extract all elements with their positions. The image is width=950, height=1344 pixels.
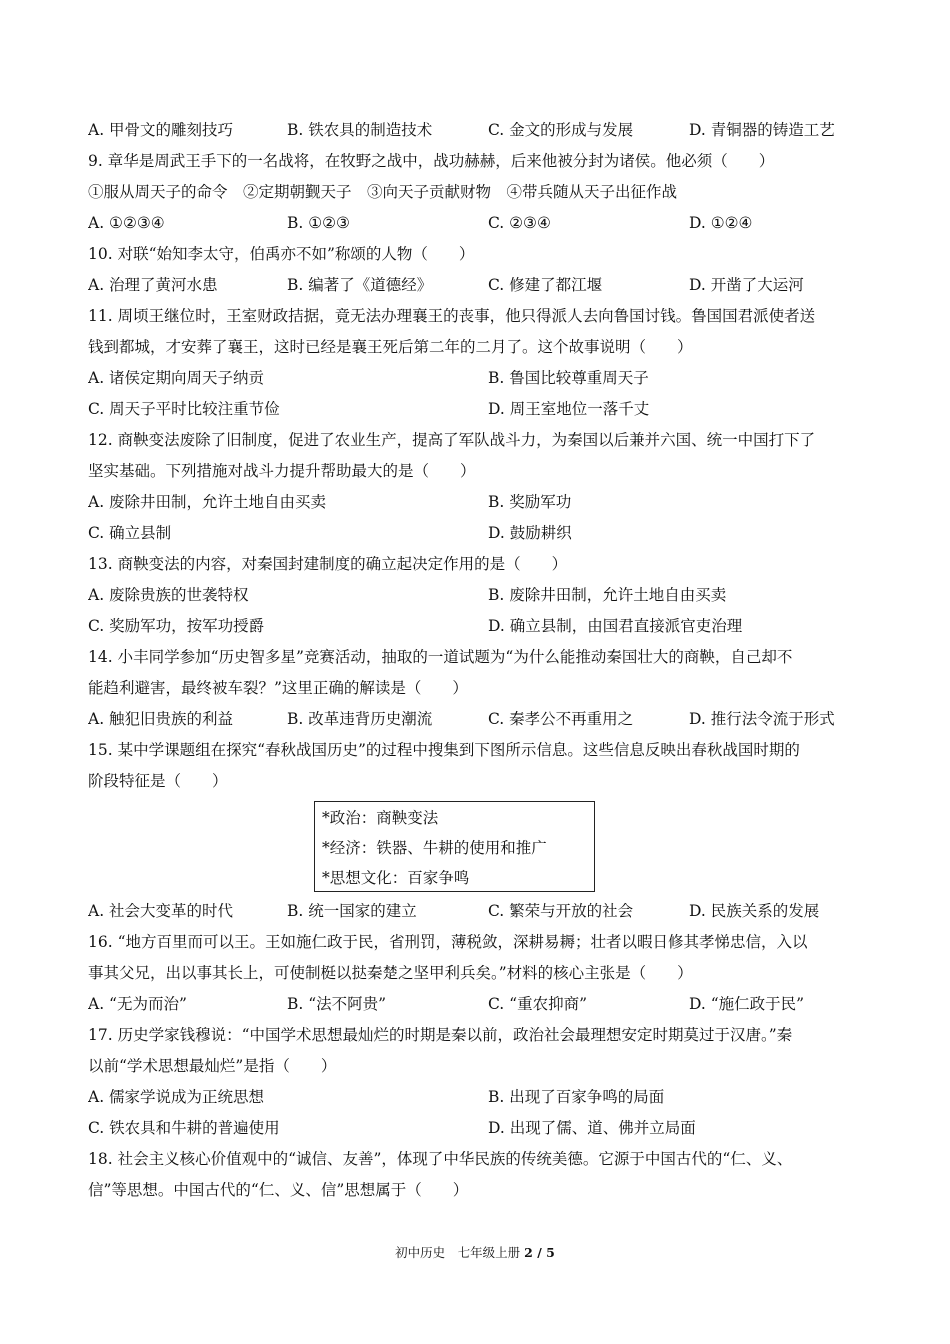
q16-option-d: D. “施仁政于民”	[689, 995, 805, 1013]
q13-stem: 13. 商鞅变法的内容，对秦国封建制度的确立起决定作用的是（ ）	[88, 555, 568, 573]
q10-option-c: C. 修建了都江堰	[488, 276, 603, 294]
q17-option-c: C. 铁农具和牛耕的普遍使用	[88, 1119, 280, 1137]
q12-option-b: B. 奖励军功	[488, 493, 572, 511]
q16-stem-line-2: 事其父兄，出以事其长上，可使制梃以挞秦楚之坚甲利兵矣。”材料的核心主张是（ ）	[88, 964, 693, 982]
q9-option-d: D. ①②④	[689, 214, 753, 232]
q13-options-row-2	[88, 611, 868, 642]
q10-option-d: D. 开凿了大运河	[689, 276, 804, 294]
q14-option-b: B. 改革违背历史潮流	[287, 710, 433, 728]
q12-stem-line-1: 12. 商鞅变法废除了旧制度，促进了农业生产，提高了军队战斗力，为秦国以后兼并六国、统一中国打下了	[88, 431, 816, 449]
q14-stem-line-1: 14. 小丰同学参加“历史智多星”竞赛活动，抽取的一道试题为“为什么能推动秦国壮大的商鞅，自己却不	[88, 648, 793, 666]
q17-option-a: A. 儒家学说成为正统思想	[88, 1088, 265, 1106]
q11-options-row-1	[88, 363, 868, 394]
q18-stem-line-1: 18. 社会主义核心价值观中的“诚信、友善”，体现了中华民族的传统美德。它源于中国古代的“仁、义、	[88, 1150, 793, 1168]
q9-option-c: C. ②③④	[488, 214, 551, 232]
q13-option-d: D. 确立县制，由国君直接派官吏治理	[488, 617, 743, 635]
q14-options	[88, 704, 868, 735]
q9-stem: 9. 章华是周武王手下的一名战将，在牧野之战中，战功赫赫，后来他被分封为诸侯。他必须（ ）	[88, 152, 775, 170]
q8-option-d: D. 青铜器的铸造工艺	[689, 121, 835, 139]
q11-stem-line-1: 11. 周顷王继位时，王室财政拮据，竟无法办理襄王的丧事，他只得派人去向鲁国讨钱。鲁国国君派使者送	[88, 307, 816, 325]
q17-stem-line-2: 以前“学术思想最灿烂”是指（ ）	[88, 1057, 337, 1075]
q17-option-d: D. 出现了儒、道、佛并立局面	[488, 1119, 696, 1137]
q9-option-b: B. ①②③	[287, 214, 350, 232]
q11-option-c: C. 周天子平时比较注重节俭	[88, 400, 280, 418]
q10-options	[88, 270, 868, 301]
q11-option-d: D. 周王室地位一落千丈	[488, 400, 650, 418]
q18-stem-line-2: 信”等思想。中国古代的“仁、义、信”思想属于（ ）	[88, 1181, 469, 1199]
q12-option-d: D. 鼓励耕织	[488, 524, 572, 542]
q8-option-b: B. 铁农具的制造技术	[287, 121, 433, 139]
q13-option-c: C. 奖励军功，按军功授爵	[88, 617, 265, 635]
q13-option-b: B. 废除井田制，允许土地自由买卖	[488, 586, 727, 604]
q15-stem-line-1: 15. 某中学课题组在探究“春秋战国历史”的过程中搜集到下图所示信息。这些信息反映出春秋战国时期的	[88, 741, 800, 759]
q15-options	[88, 896, 868, 927]
q9-items: ①服从周天子的命令 ②定期朝觐天子 ③向天子贡献财物 ④带兵随从天子出征作战	[88, 183, 678, 201]
q10-option-a: A. 治理了黄河水患	[88, 276, 218, 294]
q16-option-c: C. “重农抑商”	[488, 995, 588, 1013]
q16-option-b: B. “法不阿贵”	[287, 995, 387, 1013]
q17-options-row-1	[88, 1082, 868, 1113]
question-list	[88, 115, 868, 1206]
q12-options-row-1	[88, 487, 868, 518]
q12-options-row-2	[88, 518, 868, 549]
q8-option-a: A. 甲骨文的雕刻技巧	[88, 121, 234, 139]
q14-option-a: A. 触犯旧贵族的利益	[88, 710, 234, 728]
q13-option-a: A. 废除贵族的世袭特权	[88, 586, 249, 604]
q15-option-c: C. 繁荣与开放的社会	[488, 902, 634, 920]
q11-option-a: A. 诸侯定期向周天子纳贡	[88, 369, 265, 387]
q16-stem-line-1: 16. “地方百里而可以王。王如施仁政于民，省刑罚，薄税敛，深耕易耨；壮者以暇日修其孝悌忠信，入以	[88, 933, 808, 951]
q12-stem-line-2: 坚实基础。下列措施对战斗力提升帮助最大的是（ ）	[88, 462, 476, 480]
q17-options-row-2	[88, 1113, 868, 1144]
info-box-economy: *经济：铁器、牛耕的使用和推广	[322, 839, 547, 857]
q8-options	[88, 115, 868, 146]
q12-option-c: C. 确立县制	[88, 524, 172, 542]
q9-option-a: A. ①②③④	[88, 214, 165, 232]
info-box-culture: *思想文化：百家争鸣	[322, 869, 470, 887]
q10-option-b: B. 编著了《道德经》	[287, 276, 433, 294]
q16-option-a: A. “无为而治”	[88, 995, 187, 1013]
q15-stem-line-2: 阶段特征是（ ）	[88, 772, 228, 790]
page-footer	[0, 1244, 950, 1262]
q11-stem-line-2: 钱到都城，才安葬了襄王，这时已经是襄王死后第二年的二月了。这个故事说明（ ）	[88, 338, 693, 356]
q11-options-row-2	[88, 394, 868, 425]
q10-stem: 10. 对联“始知李太守，伯禹亦不如”称颂的人物（ ）	[88, 245, 475, 263]
q15-option-a: A. 社会大变革的时代	[88, 902, 234, 920]
q8-option-c: C. 金文的形成与发展	[488, 121, 634, 139]
info-box-politics: *政治：商鞅变法	[322, 809, 439, 827]
q16-options	[88, 989, 868, 1020]
q13-options-row-1	[88, 580, 868, 611]
q12-option-a: A. 废除井田制，允许土地自由买卖	[88, 493, 327, 511]
q14-option-c: C. 秦孝公不再重用之	[488, 710, 634, 728]
q11-option-b: B. 鲁国比较尊重周天子	[488, 369, 649, 387]
q17-option-b: B. 出现了百家争鸣的局面	[488, 1088, 665, 1106]
q15-option-b: B. 统一国家的建立	[287, 902, 417, 920]
q17-stem-line-1: 17. 历史学家钱穆说：“中国学术思想最灿烂的时期是秦以前，政治社会最理想安定时期莫过于汉唐。”秦	[88, 1026, 793, 1044]
q15-option-d: D. 民族关系的发展	[689, 902, 820, 920]
q9-options	[88, 208, 868, 239]
q14-option-d: D. 推行法令流于形式	[689, 710, 835, 728]
page-number: 2 / 5	[524, 1245, 555, 1260]
q15-info-box-wrapper	[88, 797, 868, 896]
q14-stem-line-2: 能趋利避害，最终被车裂？”这里正确的解读是（ ）	[88, 679, 468, 697]
footer-label: 初中历史 七年级上册	[395, 1245, 521, 1260]
q15-info-box	[314, 801, 595, 892]
